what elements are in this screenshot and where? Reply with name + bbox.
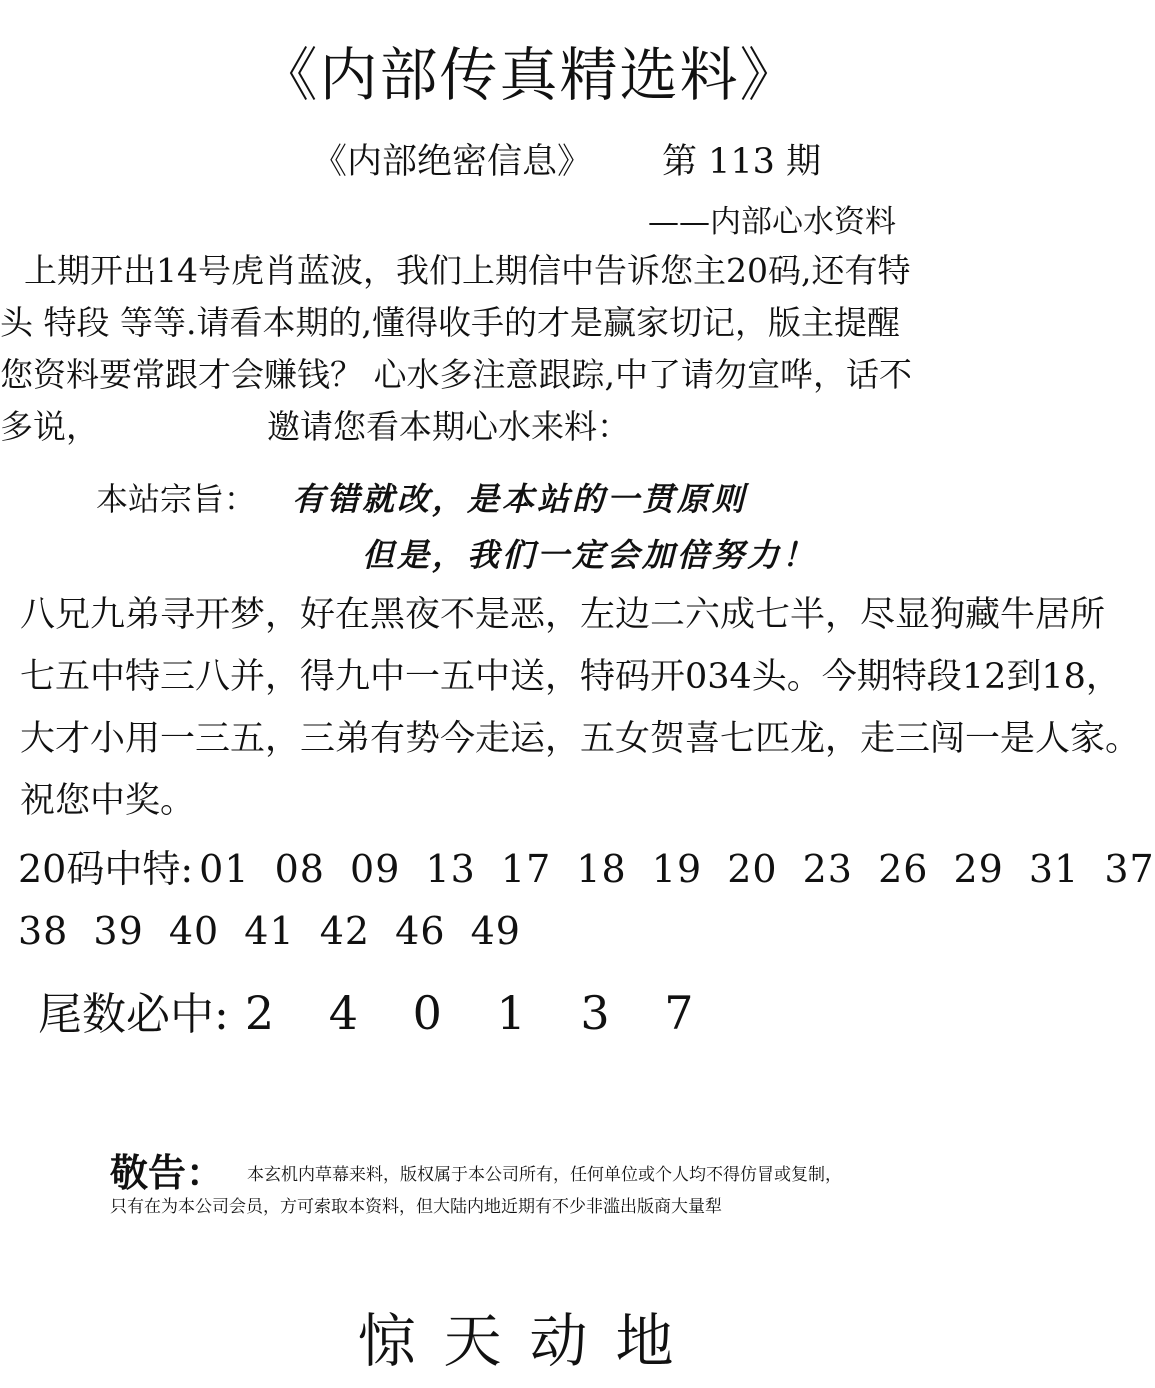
intro-line-4-start: 多说， [0, 407, 99, 446]
subtitle: 《内部绝密信息》 [312, 142, 593, 182]
notice-label: 敬告： [110, 1151, 225, 1195]
footer-slogan: 惊天动地 [357, 1307, 702, 1375]
tail-digits-block [38, 978, 714, 1042]
tail-values: 2 4 0 1 3 7 [244, 986, 714, 1040]
poem-line-4: 祝您中奖。 [20, 781, 196, 821]
issue-number: 第 113 期 [662, 142, 822, 182]
intro-line-2: 头 特段 等等.请看本期的,懂得收手的才是赢家切记，版主提醒 [0, 303, 900, 342]
intro-line-4 [0, 401, 1059, 453]
poem-line-1: 八兄九弟寻开梦，好在黑夜不是恶，左边二六成七半，尽显狗藏牛居所 [20, 595, 1106, 635]
notice-line-2: 只有在为本公司会员，方可索取本资料，但大陆内地近期有不少非滥出版商大量犁 [110, 1197, 722, 1217]
main-title: 《内部传真精选料》 [259, 41, 800, 109]
motto-line-2: 但是，我们一定会加倍努力！ [362, 536, 818, 574]
numbers-line-1 [18, 838, 1155, 900]
motto-line-1: 有错就改，是本站的一贯原则 [292, 480, 748, 518]
intro-line-3: 您资料要常跟才会赚钱？ 心水多注意跟踪,中了请勿宣哗，话不 [0, 355, 912, 394]
intro-line-4-end: 邀请您看本期心水来料： [267, 407, 630, 446]
twenty-numbers-block [18, 838, 1155, 962]
intro-line-1: 上期开出14号虎肖蓝波，我们上期信中告诉您主20码,还有特 [24, 251, 911, 290]
numbers-label: 20码中特: [18, 847, 194, 891]
numbers-values-1: 01 08 09 13 17 18 19 20 23 26 29 31 37 [199, 847, 1155, 891]
source-line: ——内部心水资料 [648, 204, 896, 240]
poem-block [20, 584, 1140, 832]
numbers-line-2 [18, 900, 1155, 962]
motto-label: 本站宗旨： [96, 480, 257, 518]
poem-line-2: 七五中特三八并，得九中一五中送，特码开034头。今期特段12到18， [20, 657, 1121, 697]
intro-paragraph [0, 245, 1059, 453]
numbers-values-2: 38 39 40 41 42 46 49 [18, 909, 521, 953]
tail-label: 尾数必中: [38, 989, 229, 1040]
poem-line-3: 大才小用一三五，三弟有势今走运，五女贺喜七匹龙，走三闯一是人家。 [20, 719, 1141, 759]
notice-line-1: 本玄机内草幕来料，版权属于本公司所有，任何单位或个人均不得仿冒或复制， [247, 1165, 842, 1185]
